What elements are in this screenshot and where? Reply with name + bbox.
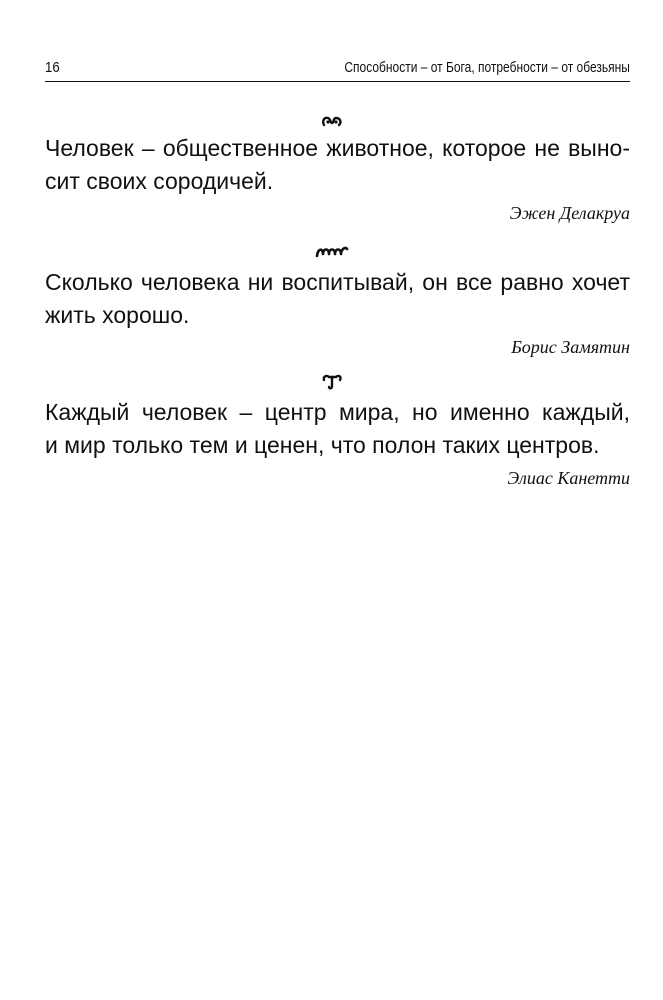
running-title: Способности – от Бога, потребности – от обезьяны <box>344 59 630 76</box>
quote-1-author: Эжен Делакруа <box>509 203 630 223</box>
quote-line: и мир только тем и ценен, что полон таких центров. <box>45 432 600 458</box>
quote-2-text <box>45 266 630 332</box>
quote-2-author: Борис Замятин <box>511 337 630 357</box>
quote-line: Сколько человека ни воспитывай, он все равно хочет <box>45 269 630 295</box>
quote-line: Человек – общественное животное, которое не выно- <box>45 135 630 161</box>
wave-ornament-icon <box>0 243 663 262</box>
running-head <box>45 56 630 80</box>
quote-3-author: Элиас Канетти <box>507 468 630 488</box>
quote-line: жить хорошо. <box>45 302 190 328</box>
curl-ornament-icon <box>0 113 663 132</box>
quote-1-text <box>45 132 630 198</box>
page-number: 16 <box>45 59 60 76</box>
header-rule <box>45 81 630 82</box>
quote-3-text <box>45 396 630 462</box>
quote-line: Каждый человек – центр мира, но именно каждый, <box>45 399 630 425</box>
tau-ornament-icon <box>0 374 663 394</box>
quote-line: сит своих сородичей. <box>45 168 274 194</box>
